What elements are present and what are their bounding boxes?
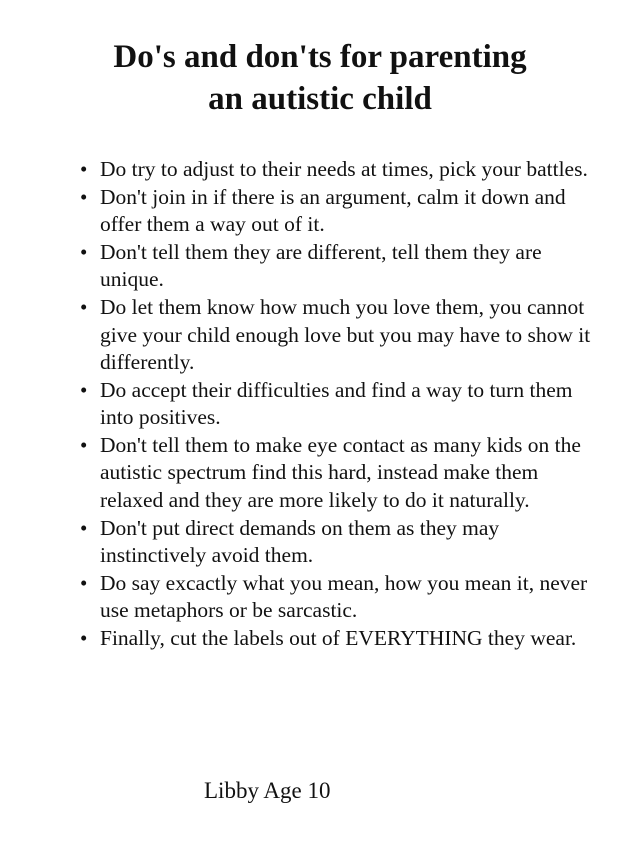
bullet-icon: •: [80, 626, 88, 651]
tip-text: Don't tell them to make eye contact as many kids on the autistic spectrum find this hard, instead make them relaxed and they are more likely to do it naturally.: [100, 433, 581, 512]
list-item: [80, 294, 600, 376]
tip-text: Do let them know how much you love them, you cannot give your child enough love but you may have to show it differently.: [100, 295, 591, 375]
tip-text: Don't join in if there is an argument, calm it down and offer them a way out of it.: [100, 184, 566, 237]
page-title: [0, 36, 640, 120]
tips-list: [80, 156, 600, 653]
tip-text: Don't tell them they are different, tell them they are unique.: [100, 240, 542, 292]
bullet-icon: •: [80, 295, 88, 320]
bullet-icon: •: [80, 157, 88, 181]
bullet-icon: •: [80, 433, 88, 458]
tip-text: Do say excactly what you mean, how you mean it, never use metaphors or be sarcastic.: [100, 570, 588, 623]
list-item: [80, 432, 600, 514]
list-item: [80, 515, 600, 570]
title-line-1: Do's and don'ts for parenting: [113, 39, 527, 75]
tip-text: Finally, cut the labels out of EVERYTHING they wear.: [100, 626, 577, 651]
bullet-icon: •: [80, 184, 88, 209]
bullet-icon: •: [80, 570, 88, 595]
bullet-icon: •: [80, 377, 88, 402]
list-item: [80, 156, 600, 183]
tip-text: Do accept their difficulties and find a way to turn them into positives.: [100, 377, 573, 430]
author-signature: Libby Age 10: [204, 778, 331, 803]
list-item: [80, 184, 600, 239]
list-item: [80, 377, 600, 432]
tip-text: Do try to adjust to their needs at times, pick your battles.: [100, 157, 588, 181]
list-item: [80, 570, 600, 625]
list-item: [80, 239, 600, 294]
tip-text: Don't put direct demands on them as they may instinctively avoid them.: [100, 515, 500, 568]
bullet-icon: •: [80, 240, 88, 264]
list-item: [80, 625, 600, 652]
title-line-2: an autistic child: [208, 81, 432, 117]
bullet-icon: •: [80, 515, 88, 540]
